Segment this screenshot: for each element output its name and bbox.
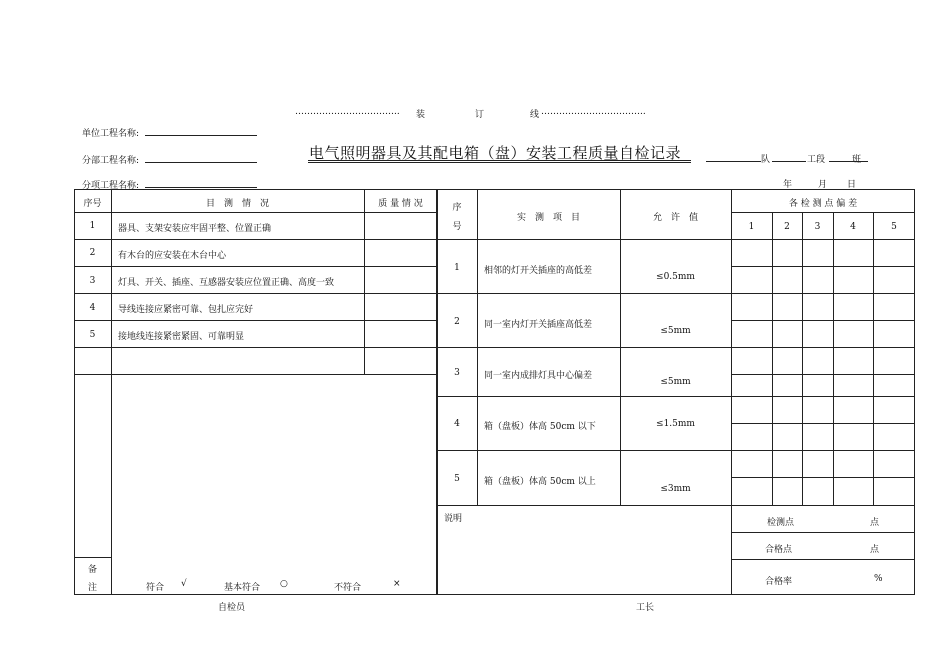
measured-row-allowed: ≤0.5mm	[656, 272, 695, 282]
visual-row-line	[74, 266, 437, 267]
visual-col-divider-1	[111, 189, 112, 595]
measured-col-divider	[731, 189, 732, 595]
deviation-row-line	[731, 320, 915, 321]
measured-col-allowed: 允 许 值	[652, 213, 698, 223]
month-label: 月	[818, 180, 828, 190]
visual-row-text: 器具、支架安装应牢固平整、位置正确	[118, 224, 272, 234]
visual-row-text: 导线连接应紧密可靠、包扎应完好	[118, 305, 254, 315]
group-field-tail	[850, 161, 868, 162]
legend-conform-mark: √	[181, 579, 187, 589]
measured-row-line	[437, 450, 915, 451]
summary-pass-rate-label: 合格率	[765, 577, 793, 587]
visual-row-line	[74, 212, 437, 213]
visual-row-no: 2	[89, 248, 96, 258]
visual-row-no: 1	[89, 221, 96, 231]
measured-row-item: 同一室内成排灯具中心偏差	[484, 371, 593, 381]
deviation-row-line	[731, 374, 915, 375]
measured-row-line	[437, 293, 915, 294]
visual-row-text: 接地线连接紧密紧固、可靠明显	[118, 332, 245, 342]
measured-row-item: 相邻的灯开关插座的高低差	[484, 266, 593, 276]
measured-row-no: 4	[454, 419, 460, 429]
measured-col-item: 实 测 项 目	[516, 213, 580, 223]
visual-row-line	[74, 347, 437, 348]
visual-row-no: 5	[89, 330, 96, 340]
measured-row-line	[437, 396, 915, 397]
binding-word-xian: 线	[530, 110, 540, 120]
self-inspector-label: 自检员	[218, 603, 246, 613]
year-label: 年	[783, 180, 793, 190]
visual-row-line	[74, 374, 437, 375]
remarks-label-1: 备	[87, 565, 97, 575]
visual-row-text: 灯具、开关、插座、互感器安装应位置正确、高度一致	[118, 278, 335, 288]
visual-row-line	[74, 239, 437, 240]
legend-basic: 基本符合	[224, 583, 261, 593]
measured-row-allowed: ≤1.5mm	[656, 419, 695, 429]
unit-project-field[interactable]	[145, 135, 257, 136]
visual-row-line	[74, 320, 437, 321]
deviation-point-1: 1	[748, 222, 755, 232]
remarks-label-2: 注	[87, 583, 97, 593]
page-title: 电气照明器具及其配电箱（盘）安装工程质量自检记录	[309, 144, 682, 162]
title-underline	[308, 160, 691, 163]
section-label: 工段	[807, 155, 826, 165]
summary-pass-rate-unit: %	[874, 574, 883, 584]
binding-dots-right: ……………………………..	[541, 107, 646, 117]
item-project-field[interactable]	[145, 187, 257, 188]
deviation-point-4: 4	[850, 222, 856, 232]
remarks-divider	[74, 557, 111, 558]
deviation-col-divider	[833, 212, 834, 505]
legend-nonconform: 不符合	[334, 583, 362, 593]
deviation-row-line	[731, 266, 915, 267]
visual-row-no: 3	[89, 276, 96, 286]
deviation-point-3: 3	[814, 222, 821, 232]
measured-row-item: 同一室内灯开关插座高低差	[484, 320, 593, 330]
deviation-row-line	[731, 423, 915, 424]
summary-pass-points-unit: 点	[870, 545, 880, 555]
division-project-label: 分部工程名称:	[82, 156, 140, 166]
measured-row-line	[437, 347, 915, 348]
measured-row-no: 1	[454, 263, 460, 273]
unit-project-label: 单位工程名称:	[82, 129, 140, 139]
team-field[interactable]	[706, 161, 761, 162]
item-project-label: 分项工程名称:	[82, 181, 140, 191]
measured-row-no: 3	[454, 368, 460, 378]
measured-col-seq-1: 序	[452, 203, 462, 213]
division-project-field[interactable]	[145, 162, 257, 163]
binding-dots-left: ……………………………..	[295, 107, 400, 117]
deviation-col-divider	[873, 212, 874, 505]
legend-nonconform-mark: ×	[393, 579, 401, 589]
binding-word-zhuang: 装	[416, 110, 426, 120]
notes-label: 说明	[444, 514, 463, 524]
visual-col-quality: 质 量 情 况	[378, 199, 423, 209]
summary-check-points-unit: 点	[870, 518, 880, 528]
legend-basic-mark: ○	[280, 579, 288, 589]
summary-check-points-label: 检测点	[767, 518, 795, 528]
measured-row-allowed: ≤5mm	[660, 377, 691, 387]
binding-word-ding: 订	[475, 110, 485, 120]
section-field[interactable]	[772, 161, 806, 162]
measured-row-allowed: ≤3mm	[660, 484, 691, 494]
deviation-point-5: 5	[891, 222, 897, 232]
visual-row-no: 4	[89, 303, 96, 313]
foreman-label: 工长	[636, 603, 655, 613]
measured-row-line	[437, 505, 915, 506]
legend-conform: 符合	[146, 583, 165, 593]
measured-row-item: 箱（盘板）体高 50cm 以下	[484, 422, 596, 432]
summary-row-line	[731, 559, 915, 560]
summary-row-line	[731, 532, 915, 533]
measured-row-line	[437, 239, 915, 240]
visual-col-check: 目 测 情 况	[205, 199, 269, 209]
group-label: 班	[852, 155, 862, 165]
group-field[interactable]	[829, 161, 850, 162]
visual-col-seq: 序号	[83, 199, 102, 209]
visual-row-text: 有木台的应安装在木台中心	[118, 251, 227, 261]
day-label: 日	[847, 180, 857, 190]
measured-col-seq-2: 号	[452, 222, 462, 232]
deviation-header-line	[731, 212, 915, 213]
measured-col-deviation: 各 检 测 点 偏 差	[788, 199, 858, 209]
deviation-row-line	[731, 477, 915, 478]
summary-pass-points-label: 合格点	[765, 545, 793, 555]
visual-row-line	[74, 293, 437, 294]
measured-table	[437, 189, 915, 595]
measured-row-no: 5	[454, 474, 460, 484]
deviation-point-2: 2	[784, 222, 790, 232]
team-label: 队	[761, 155, 771, 165]
measured-row-no: 2	[454, 317, 460, 327]
deviation-col-divider	[802, 212, 803, 505]
deviation-col-divider	[772, 212, 773, 505]
measured-row-allowed: ≤5mm	[660, 326, 691, 336]
measured-row-item: 箱（盘板）体高 50cm 以上	[484, 477, 596, 487]
